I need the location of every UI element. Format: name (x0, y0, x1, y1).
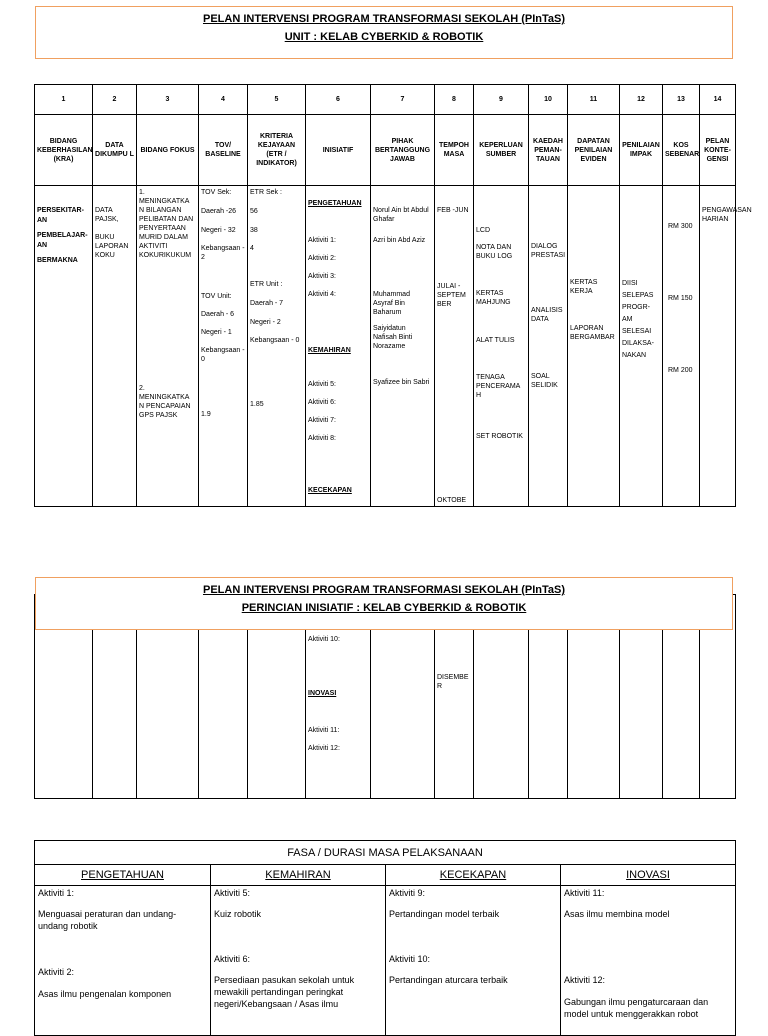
col-header: BIDANG KEBERHASILAN (KRA) (35, 115, 93, 186)
tov-cell (199, 186, 248, 507)
unit-title: UNIT : KELAB CYBERKID & ROBOTIK (284, 31, 484, 43)
etr-line: 38 (250, 227, 258, 234)
col-number: 6 (306, 85, 371, 115)
pihak-name: Muhammad Asyraf Bin Baharum (373, 291, 410, 316)
intervention-table (34, 84, 752, 507)
kra-line: PERSEKITAR- (37, 207, 84, 214)
phase-item: Kuiz robotik (214, 909, 262, 919)
tov-line: 1.9 (201, 411, 211, 418)
col-header: BIDANG FOKUS (137, 115, 199, 186)
phase-col-pengetahuan: PENGETAHUAN (35, 865, 211, 886)
sumber-item: NOTA DAN BUKU LOG (476, 244, 513, 260)
col-number: 9 (474, 85, 529, 115)
phase-cell-pengetahuan (35, 886, 211, 1036)
data-cell (93, 186, 137, 507)
pelan-cell (700, 186, 752, 507)
sumber-item: KERTAS MAHJUNG (476, 290, 511, 306)
phase-title: FASA / DURASI MASA PELAKSANAAN (35, 841, 736, 865)
impak-text: DIISI SELEPAS PROGR- AM SELESAI DILAKSA- NAKAN (622, 280, 654, 359)
tempoh-text: JULAI - SEPTEM BER (437, 283, 466, 308)
phase-item: Gabungan ilmu pengaturcaraan dan model untuk menggerakkan robot (564, 997, 709, 1019)
etr-line: 1.85 (250, 401, 264, 408)
col-number: 2 (93, 85, 137, 115)
kos-item: RM 150 (668, 295, 693, 302)
etr-line: Kebangsaan - 0 (250, 337, 300, 344)
data-text: DATA PAJSK, BUKU LAPORAN KOKU (95, 207, 129, 259)
col-number: 1 (35, 85, 93, 115)
fokus-2: 2. MENINGKATKA N PENCAPAIAN GPS PAJSK (139, 385, 191, 419)
pihak-cell (371, 186, 435, 507)
fokus-cell (137, 186, 199, 507)
pihak-name: Syafizee bin Sabri (373, 379, 430, 386)
phase-col-kemahiran: KEMAHIRAN (211, 865, 386, 886)
etr-line: ETR Unit : (250, 281, 283, 288)
phase-item: Aktiviti 5: (214, 888, 251, 898)
column-number-row (35, 85, 736, 115)
col-number: 13 (663, 85, 700, 115)
sumber-item: SET ROBOTIK (476, 433, 523, 440)
col-header: KEPERLUAN SUMBER (474, 115, 529, 186)
inisiatif-heading: KECEKAPAN (308, 487, 352, 494)
aktiviti: Aktiviti 4: (308, 291, 337, 298)
col-header: DAPATAN PENILAIAN EVIDEN (568, 115, 620, 186)
dapatan-item: LAPORAN BERGAMBAR (570, 325, 615, 341)
tov-line: Daerah - 6 (201, 311, 235, 318)
tempoh-text: OKTOBE (437, 497, 467, 504)
inisiatif-title: PERINCIAN INISIATIF : KELAB CYBERKID & ROBOTIK (241, 602, 527, 614)
kos-item: RM 200 (668, 367, 693, 374)
col-header: KAEDAH PEMAN- TAUAN (529, 115, 568, 186)
aktiviti: Aktiviti 8: (308, 435, 337, 442)
col-header: INISIATIF (306, 115, 371, 186)
aktiviti: Aktiviti 7: (308, 417, 337, 424)
phase-item: Menguasai peraturan dan undang-undang robotik (38, 909, 177, 931)
etr-line: ETR Sek : (250, 189, 282, 196)
col-header: KRITERIA KEJAYAAN (ETR / INDIKATOR) (248, 115, 306, 186)
document-title: PELAN INTERVENSI PROGRAM TRANSFORMASI SEKOLAH (PInTaS) (202, 13, 565, 25)
kaedah-cell (529, 186, 568, 507)
sumber-item: LCD (476, 227, 491, 234)
aktiviti: Aktiviti 10: (308, 636, 340, 643)
etr-line: Daerah - 7 (250, 300, 284, 307)
sumber-item: TENAGA PENCERAMA H (476, 374, 520, 399)
phase-cell-kemahiran (211, 886, 386, 1036)
data-row (35, 186, 736, 507)
col-number: 7 (371, 85, 435, 115)
col-number: 3 (137, 85, 199, 115)
kaedah-item: DIALOG PRESTASI (531, 243, 566, 259)
impak-cell (620, 186, 663, 507)
phase-item: Aktiviti 9: (389, 888, 426, 898)
phase-item: Aktiviti 1: (38, 888, 75, 898)
col-header: TOV/ BASELINE (199, 115, 248, 186)
pelan-text: PENGAWASAN HARIAN (702, 207, 752, 223)
aktiviti: Aktiviti 2: (308, 255, 337, 262)
tov-line: Negeri - 1 (201, 329, 232, 336)
inisiatif-heading: KEMAHIRAN (308, 347, 351, 354)
col-number: 10 (529, 85, 568, 115)
col-header: PIHAK BERTANGGUNG JAWAB (371, 115, 435, 186)
fokus-1: 1. MENINGKATKA N BILANGAN PELIBATAN DAN PENYERTAAN MURID DALAM AKTIVITI KOKURIKUKUM (139, 189, 194, 259)
phase-item: Pertandingan aturcara terbaik (389, 975, 508, 985)
phase-item: Pertandingan model terbaik (389, 909, 500, 919)
phase-col-kecekapan: KECEKAPAN (386, 865, 561, 886)
kaedah-item: SOAL SELIDIK (531, 373, 558, 389)
phase-item: Aktiviti 2: (38, 967, 75, 977)
kra-line: AN (37, 217, 48, 224)
tov-line: Negeri - 32 (201, 227, 236, 234)
column-header-row (35, 115, 736, 186)
header-box-unit (35, 6, 733, 59)
col-number: 4 (199, 85, 248, 115)
col-number: 8 (435, 85, 474, 115)
phase-item: Aktiviti 10: (389, 954, 431, 964)
phase-item: Asas ilmu membina model (564, 909, 670, 919)
inisiatif-heading: PENGETAHUAN (308, 200, 362, 207)
phase-item: Aktiviti 6: (214, 954, 251, 964)
pihak-name: Norul Ain bt Abdul Ghafar (373, 207, 429, 223)
tov-line: TOV Unit: (201, 293, 232, 300)
col-header: TEMPOH MASA (435, 115, 474, 186)
phase-item: Asas ilmu pengenalan komponen (38, 989, 172, 999)
kra-cell (35, 186, 93, 507)
aktiviti: Aktiviti 6: (308, 399, 337, 406)
kos-cell (663, 186, 700, 507)
col-number: 11 (568, 85, 620, 115)
kos-item: RM 300 (668, 223, 693, 230)
tempoh-cell (435, 186, 474, 507)
aktiviti: Aktiviti 5: (308, 381, 337, 388)
tempoh-text: DISEMBE R (437, 674, 469, 690)
sumber-cell (474, 186, 529, 507)
tov-line: TOV Sek: (201, 189, 232, 196)
tov-line: Kebangsaan - 0 (201, 347, 245, 363)
tempoh-text: FEB -JUN (437, 207, 469, 214)
inisiatif-cell (306, 186, 371, 507)
aktiviti: Aktiviti 1: (308, 237, 337, 244)
aktiviti: Aktiviti 11: (308, 727, 340, 734)
phase-cell-kecekapan (386, 886, 561, 1036)
etr-line: 56 (250, 208, 258, 215)
dapatan-cell (568, 186, 620, 507)
pihak-name: Saiyidatun Nafisah Binti Norazame (373, 325, 413, 350)
col-header: DATA DIKUMPU L (93, 115, 137, 186)
kra-line: PEMBELAJAR- (37, 232, 88, 239)
etr-line: Negeri - 2 (250, 319, 281, 326)
dapatan-item: KERTAS KERJA (570, 279, 598, 295)
sumber-item: ALAT TULIS (476, 337, 515, 344)
aktiviti: Aktiviti 12: (308, 745, 340, 752)
phase-table (34, 840, 736, 1036)
phase-item: Aktiviti 12: (564, 975, 606, 985)
col-header: PENILAIAN IMPAK (620, 115, 663, 186)
col-number: 5 (248, 85, 306, 115)
kra-line: AN (37, 242, 48, 249)
phase-col-inovasi: INOVASI (561, 865, 736, 886)
pihak-name: Azri bin Abd Aziz (373, 237, 426, 244)
phase-item: Persediaan pasukan sekolah untuk mewakili pertandingan peringkat negeri/Kebangsaan / Asas ilmu (214, 975, 355, 1009)
header-box-inisiatif (35, 577, 733, 630)
col-number: 12 (620, 85, 663, 115)
col-header: KOS SEBENAR (663, 115, 700, 186)
tov-line: Daerah -26 (201, 208, 237, 215)
col-number: 14 (700, 85, 736, 115)
inisiatif-heading: INOVASI (308, 690, 337, 697)
etr-cell (248, 186, 306, 507)
tov-line: Kebangsaan - 2 (201, 245, 245, 261)
col-header: PELAN KONTE-GENSI (700, 115, 736, 186)
etr-line: 4 (250, 245, 254, 252)
document-title: PELAN INTERVENSI PROGRAM TRANSFORMASI SEKOLAH (PInTaS) (202, 584, 565, 596)
phase-cell-inovasi (561, 886, 736, 1036)
kaedah-item: ANALISIS DATA (531, 307, 563, 323)
aktiviti: Aktiviti 3: (308, 273, 337, 280)
kra-line: BERMAKNA (37, 257, 78, 264)
phase-item: Aktiviti 11: (564, 888, 605, 898)
